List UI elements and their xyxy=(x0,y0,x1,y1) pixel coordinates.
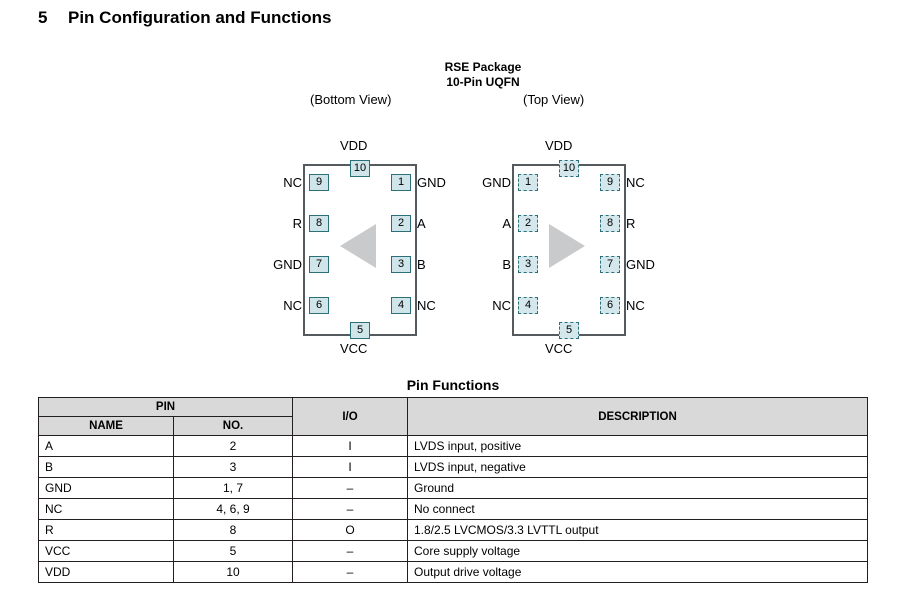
bottom-view-pin-1: 1 xyxy=(391,174,411,191)
bottom-view-pin-4: 4 xyxy=(391,297,411,314)
top-view-vcc-label: VCC xyxy=(545,341,573,356)
cell-description: Output drive voltage xyxy=(408,562,868,583)
bottom-view-pin-8: 8 xyxy=(309,215,329,232)
bottom-view-pin-7: 7 xyxy=(309,256,329,273)
bottom-view-pin-9-label: NC xyxy=(283,175,302,190)
cell-io: O xyxy=(293,520,408,541)
top-view-pin-6: 6 xyxy=(600,297,620,314)
cell-description: 1.8/2.5 LVCMOS/3.3 LVTTL output xyxy=(408,520,868,541)
pin-functions-table xyxy=(38,397,868,583)
bottom-view-pin-7-label: GND xyxy=(273,257,302,272)
bottom-view-pin-5: 5 xyxy=(350,322,370,339)
cell-description: No connect xyxy=(408,499,868,520)
top-view-pin-1-label: GND xyxy=(482,175,511,190)
bottom-view-pin-10: 10 xyxy=(350,160,370,177)
package-name: RSE Package xyxy=(444,60,522,74)
header-name: NAME xyxy=(39,417,174,436)
cell-name: VCC xyxy=(39,541,174,562)
bottom-view-pin-6-label: NC xyxy=(283,298,302,313)
cell-no: 8 xyxy=(174,520,293,541)
pin-functions-title: Pin Functions xyxy=(406,377,500,393)
cell-io: I xyxy=(293,436,408,457)
cell-io: I xyxy=(293,457,408,478)
cell-no: 5 xyxy=(174,541,293,562)
cell-no: 3 xyxy=(174,457,293,478)
bottom-view-label: (Bottom View) xyxy=(310,92,392,107)
table-row xyxy=(39,436,868,457)
cell-no: 10 xyxy=(174,562,293,583)
cell-io: – xyxy=(293,478,408,499)
table-row xyxy=(39,541,868,562)
bottom-view-pin-8-label: R xyxy=(292,216,302,231)
header-io: I/O xyxy=(293,398,408,436)
top-view-pin-3-label: B xyxy=(502,257,511,272)
top-view-pin-2: 2 xyxy=(518,215,538,232)
buffer-symbol-top-view xyxy=(549,224,585,268)
top-view-pin-7-label: GND xyxy=(626,257,655,272)
top-view-pin-7: 7 xyxy=(600,256,620,273)
buffer-symbol-bottom-view xyxy=(340,224,376,268)
cell-no: 1, 7 xyxy=(174,478,293,499)
table-header-row-1 xyxy=(39,398,868,417)
top-view-pin-4: 4 xyxy=(518,297,538,314)
cell-io: – xyxy=(293,562,408,583)
cell-name: A xyxy=(39,436,174,457)
cell-name: GND xyxy=(39,478,174,499)
table-row xyxy=(39,457,868,478)
cell-io: – xyxy=(293,499,408,520)
top-view-pin-4-label: NC xyxy=(492,298,511,313)
cell-name: B xyxy=(39,457,174,478)
cell-io: – xyxy=(293,541,408,562)
top-view-vdd-label: VDD xyxy=(545,138,573,153)
table-row xyxy=(39,499,868,520)
top-view-pin-8-label: R xyxy=(626,216,636,231)
top-view-pin-5: 5 xyxy=(559,322,579,339)
top-view-pin-3: 3 xyxy=(518,256,538,273)
table-body xyxy=(39,436,868,583)
bottom-view-pin-1-label: GND xyxy=(417,175,446,190)
bottom-view-pin-2-label: A xyxy=(417,216,426,231)
top-view-pin-9: 9 xyxy=(600,174,620,191)
header-no: NO. xyxy=(174,417,293,436)
top-view-label: (Top View) xyxy=(523,92,585,107)
cell-name: NC xyxy=(39,499,174,520)
bottom-view-pin-2: 2 xyxy=(391,215,411,232)
cell-name: VDD xyxy=(39,562,174,583)
top-view-pin-6-label: NC xyxy=(626,298,645,313)
bottom-view-vcc-label: VCC xyxy=(340,341,368,356)
table-row xyxy=(39,520,868,541)
bottom-view-pin-4-label: NC xyxy=(417,298,436,313)
bottom-view-pin-6: 6 xyxy=(309,297,329,314)
cell-description: LVDS input, negative xyxy=(408,457,868,478)
cell-description: LVDS input, positive xyxy=(408,436,868,457)
section-title: Pin Configuration and Functions xyxy=(68,8,332,27)
top-view-pin-1: 1 xyxy=(518,174,538,191)
table-row xyxy=(39,478,868,499)
bottom-view-vdd-label: VDD xyxy=(340,138,368,153)
cell-description: Ground xyxy=(408,478,868,499)
cell-no: 4, 6, 9 xyxy=(174,499,293,520)
package-pin-count: 10-Pin UQFN xyxy=(446,75,520,89)
top-view-pin-8: 8 xyxy=(600,215,620,232)
top-view-pin-9-label: NC xyxy=(626,175,645,190)
section-number: 5 xyxy=(38,8,48,27)
table-row xyxy=(39,562,868,583)
top-view-pin-2-label: A xyxy=(502,216,511,231)
bottom-view-pin-3-label: B xyxy=(417,257,426,272)
top-view-pin-10: 10 xyxy=(559,160,579,177)
cell-name: R xyxy=(39,520,174,541)
header-description: DESCRIPTION xyxy=(408,398,868,436)
cell-no: 2 xyxy=(174,436,293,457)
bottom-view-pin-9: 9 xyxy=(309,174,329,191)
header-pin: PIN xyxy=(39,398,293,417)
cell-description: Core supply voltage xyxy=(408,541,868,562)
bottom-view-pin-3: 3 xyxy=(391,256,411,273)
